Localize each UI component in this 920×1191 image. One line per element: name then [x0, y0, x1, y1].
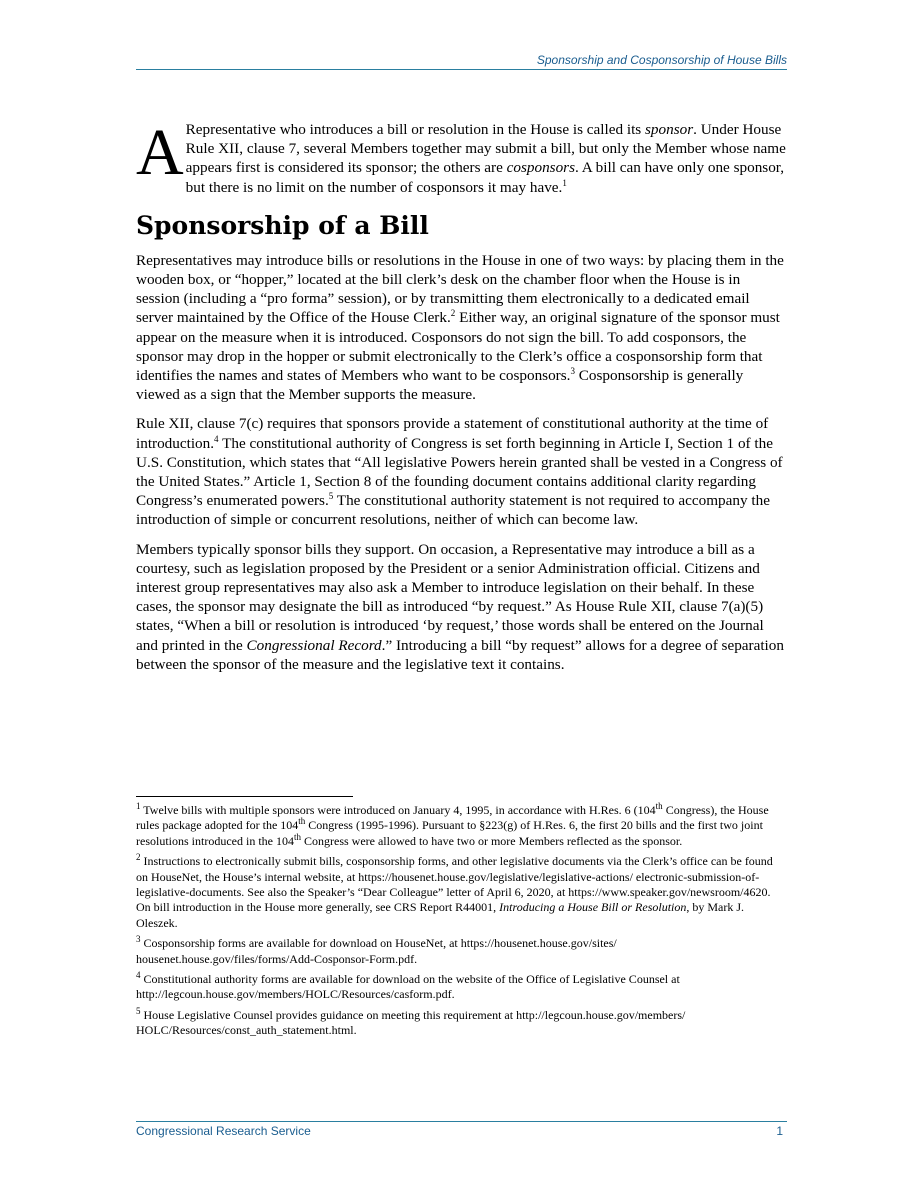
footnote-4: $^4$ Constitutional authority forms are available for download on the website of the Office of Legislative Counsel at http://legcoun.house.gov/members/HOLC/Resources/casform.pdf. — [136, 970, 680, 1002]
footnote-ref[interactable]: 4 — [214, 433, 219, 444]
footnote-5: $^5$ House Legislative Counsel provides guidance on meeting this requirement at http://legcoun.house.gov/members/ HOLC/Resources/const_auth_statement.html. — [136, 1005, 686, 1038]
footnote-ref[interactable]: 2 — [450, 308, 456, 319]
footer-org: Congressional Research Service — [136, 1124, 311, 1138]
footnote-ref[interactable]: 3 — [570, 365, 575, 376]
footnotes — [136, 803, 787, 1044]
page-footer — [136, 1121, 787, 1138]
footnote-divider — [136, 796, 353, 797]
footnote-3: $^3$ Cosponsorship forms are available for download on HouseNet, at https://housenet.house.gov/sites/ housenet.house.gov/files/forms/Add-Cosponsor-Form.pdf. — [136, 934, 617, 966]
page-number: 1 — [776, 1124, 783, 1138]
footnote-1: $^1$ Twelve bills with multiple sponsors were introduced on January 4, 1995, in accordance with H.Res. 6 (104th Congress), the House rules package adopted for the 104th Congress (1995-1996). Pursuant to §223(g) of H.Res. 6, the first 20 bills and the first two joint resolutions introduced in the 104th Congress were allowed to have two or more Members reflected as the sponsor. — [136, 801, 769, 848]
intro-paragraph: A Representative who introduces a bill or resolution in the House is called its sponsor. Under House Rule XII, clause 7, several Members together may submit a bill, but only the Member whose name appears first is considered its sponsor; the others are cosponsors. A bill can have only one sponsor, but there is no limit on the number of cosponsors it may have.$^1$ — [136, 116, 786, 196]
paragraph-constitutional-authority: Rule XII, clause 7(c) requires that sponsors provide a statement of constitutional authority at the time of introduction.$^4$ The constitutional authority of Congress is set forth beginning in Article I, Section 1 of the U.S. Constitution, which states that “All legislative Powers herein granted shall be vested in a Congress of the United States.” Article 1, Section 8 of the founding document contains additional clarity regarding Congress’s enumerated powers.$^5$ The constitutional authority statement is not required to accompany the introduction of simple or concurrent resolutions, neither of which can become law. — [136, 415, 783, 529]
running-title: Sponsorship and Cosponsorship of House Bills — [536, 53, 787, 67]
footnote-ref[interactable]: 5 — [328, 491, 334, 502]
running-header — [136, 53, 787, 70]
footnote-2: $^2$ Instructions to electronically submit bills, cosponsorship forms, and other legislative documents via the Clerk’s office can be found on HouseNet, the House’s internal website, at https://housenet.house.gov/legislative/legislative-actions/ electronic-submission-of-legislative-documents. See also the Speaker’s “Dear Colleague” letter of April 6, 2020, at https://www.speaker.gov/newsroom/4620. On bill introduction in the House more generally, see CRS Report R44001, Introducing a House Bill or Resolution, by Mark J. Oleszek. — [136, 852, 773, 930]
drop-cap: A — [136, 116, 184, 189]
paragraph-sponsorship-methods: Representatives may introduce bills or resolutions in the House in one of two ways: by placing them in the wooden box, or “hopper,” located at the bill clerk’s desk on the chamber floor when the House is in session (including a “pro forma” session), or by transmitting them electronically to a dedicated email server maintained by the Office of the House Clerk.$^2$ Either way, an original signature of the sponsor must appear on the measure when it is introduced. Cosponsors do not sign the bill. To add cosponsors, the sponsor may drop in the hopper or submit electronically to the Clerk’s office a cosponsorship form that identifies the names and states of Members who want to be cosponsors.$^3$ Cosponsorship is generally viewed as a sign that the Member supports the measure. — [136, 251, 784, 404]
main-body — [136, 116, 787, 684]
paragraph-by-request: Members typically sponsor bills they support. On occasion, a Representative may introduce a bill as a courtesy, such as legislation proposed by the President or a senior Administration official. Citizens and interest group representatives may also ask a Member to introduce legislation on their behalf. In these cases, the sponsor may designate the bill as introduced “by request.” As House Rule XII, clause 7(a)(5) states, “When a bill or resolution is introduced ‘by request,’ those words shall be entered on the Journal and printed in the Congressional Record.” Introducing a bill “by request” allows for a degree of separation between the sponsor of the measure and the legislative text it contains. — [136, 540, 784, 673]
footnote-ref[interactable]: 1 — [562, 177, 567, 188]
section-heading: Sponsorship of a Bill — [136, 210, 429, 240]
